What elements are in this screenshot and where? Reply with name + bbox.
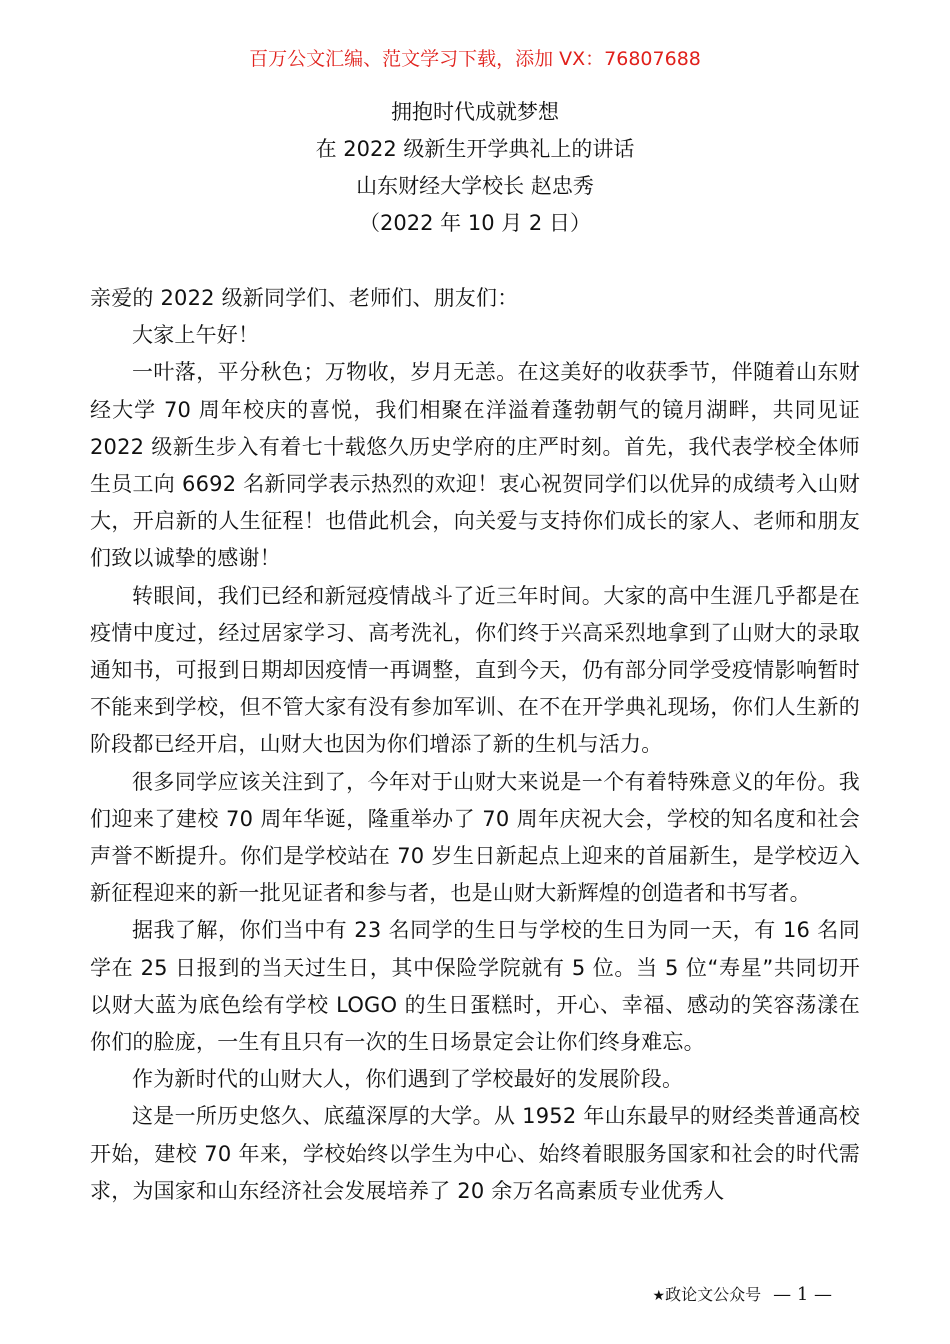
speech-title-block (0, 94, 950, 242)
star-icon: ★ (652, 1288, 666, 1304)
download-banner: 百万公文汇编、范文学习下载，添加 VX：76807688 (249, 48, 701, 70)
speaker-line: 山东财经大学校长 赵忠秀 (356, 174, 594, 198)
page-number: — 1 — (773, 1284, 832, 1305)
footer-source: 政论文公众号 (665, 1285, 762, 1304)
paragraph-birthdays: 据我了解，你们当中有 23 名同学的生日与学校的生日为同一天，有 16 名同学在 25 日报到的当天过生日，其中保险学院就有 5 位。当 5 位“寿星”共同切开以财大蓝为底色绘有学校 LOGO 的生日蛋糕时，开心、幸福、感动的笑容荡漾在你们的脸庞，一生有且只有一次的生日场景定会让你们终身难忘。 (90, 918, 860, 1055)
paragraph-history: 这是一所历史悠久、底蕴深厚的大学。从 1952 年山东最早的财经类普通高校开始，建校 70 年来，学校始终以学生为中心、始终着眼服务国家和社会的时代需求，为国家和山东经济社会发展培养了 20 余万名高素质专业优秀人 (90, 1104, 860, 1203)
speech-subtitle: 在 2022 级新生开学典礼上的讲话 (315, 137, 635, 161)
speech-body (90, 280, 860, 1210)
page-footer (653, 1283, 832, 1308)
salutation: 亲爱的 2022 级新同学们、老师们、朋友们： (90, 286, 519, 310)
paragraph-pandemic: 转眼间，我们已经和新冠疫情战斗了近三年时间。大家的高中生涯几乎都是在疫情中度过，经过居家学习、高考洗礼，你们终于兴高采烈地拿到了山财大的录取通知书，可报到日期却因疫情一再调整，直到今天，仍有部分同学受疫情影响暂时不能来到学校，但不管大家有没有参加军训、在不在开学典礼现场，你们人生新的阶段都已经开启，山财大也因为你们增添了新的生机与活力。 (90, 583, 860, 757)
paragraph-development: 作为新时代的山财大人，你们遇到了学校最好的发展阶段。 (132, 1067, 684, 1092)
greeting: 大家上午好！ (132, 323, 260, 348)
speech-title: 拥抱时代成就梦想 (391, 100, 559, 124)
paragraph-opening: 一叶落，平分秋色；万物收，岁月无恙。在这美好的收获季节，伴随着山东财经大学 70 周年校庆的喜悦，我们相聚在洋溢着蓬勃朝气的镜月湖畔，共同见证 2022 级新生步入有着七十载悠久历史学府的庄严时刻。首先，我代表学校全体师生员工向 6692 名新同学表示热烈的欢迎！衷心祝贺同学们以优异的成绩考入山财大，开启新的人生征程！也借此机会，向关爱与支持你们成长的家人、老师和朋友们致以诚挚的感谢！ (90, 360, 860, 571)
paragraph-anniversary: 很多同学应该关注到了，今年对于山财大来说是一个有着特殊意义的年份。我们迎来了建校 70 周年华诞，隆重举办了 70 周年庆祝大会，学校的知名度和社会声誉不断提升。你们是学校站在 70 岁生日新起点上迎来的首届新生，是学校迈入新征程迎来的新一批见证者和参与者，也是山财大新辉煌的创造者和书写者。 (90, 769, 860, 906)
speech-date: （2022 年 10 月 2 日） (359, 211, 591, 235)
